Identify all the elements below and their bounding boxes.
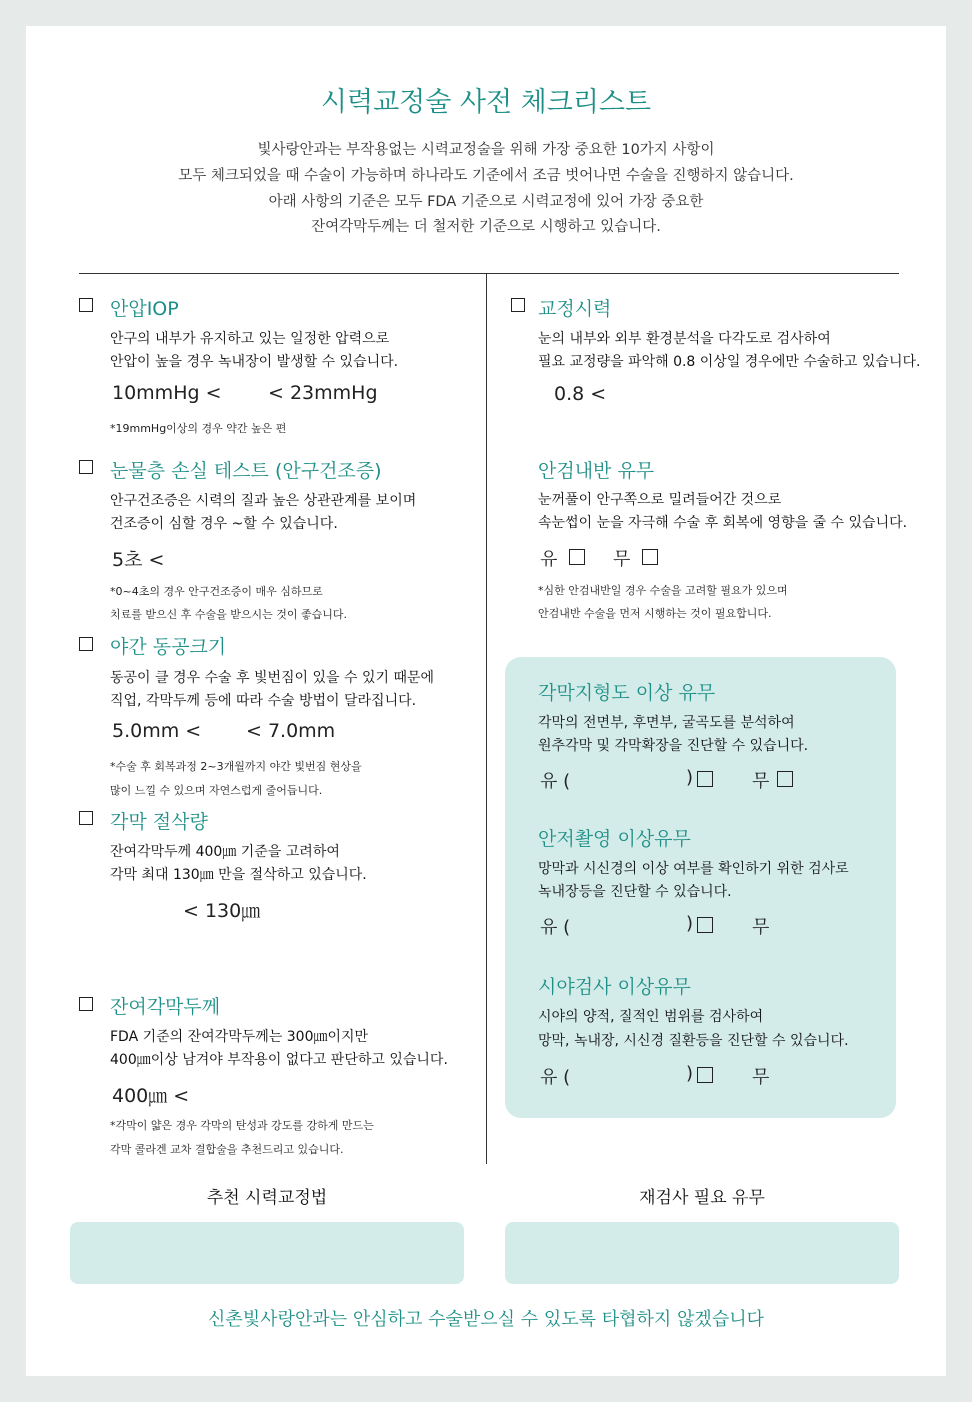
- tear-note: 치료를 받으신 후 수술을 받으시는 것이 좋습니다.: [110, 608, 347, 621]
- topography-no-checkbox[interactable]: [777, 771, 793, 787]
- pupil-desc: 동공이 클 경우 수술 후 빛번짐이 있을 수 있기 때문에: [110, 670, 435, 686]
- ablation-title: 각막 절삭량: [110, 811, 208, 833]
- correction-value: 0.8 <: [554, 383, 607, 405]
- fundus-no-label: 무: [752, 917, 770, 938]
- residual-value: 400㎛ <: [112, 1085, 190, 1107]
- pupil-max-value: < 7.0mm: [246, 720, 336, 742]
- topography-desc: 각막의 전면부, 후면부, 굴곡도를 분석하여: [538, 715, 795, 731]
- fundus-title: 안저촬영 이상유무: [538, 828, 691, 850]
- iop-max-value: < 23mmHg: [268, 382, 378, 404]
- recheck-input-box[interactable]: [505, 1222, 899, 1284]
- eyelid-no-label: 무: [613, 549, 631, 570]
- topography-yes-checkbox[interactable]: [697, 771, 713, 787]
- intro-line: 잔여각막두께는 더 철저한 기준으로 시행하고 있습니다.: [311, 219, 661, 235]
- intro-line: 모두 체크되었을 때 수술이 가능하며 하나라도 기준에서 조금 벗어나면 수술을 진행하지 않습니다.: [178, 168, 794, 184]
- eyelid-yes-label: 유: [540, 549, 558, 570]
- visual-field-yes-label: 유 (: [540, 1067, 571, 1088]
- intro-line: 아래 사항의 기준은 모두 FDA 기준으로 시력교정에 있어 가장 중요한: [268, 194, 704, 210]
- fundus-yes-label: 유 (: [540, 917, 571, 938]
- fundus-desc: 망막과 시신경의 이상 여부를 확인하기 위한 검사로: [538, 861, 849, 877]
- topography-yes-label: 유 (: [540, 771, 571, 792]
- tear-title: 눈물층 손실 테스트 (안구건조증): [110, 460, 382, 482]
- iop-note: *19mmHg이상의 경우 약간 높은 편: [110, 422, 287, 435]
- correction-desc: 필요 교정량을 파악해 0.8 이상일 경우에만 수술하고 있습니다.: [538, 354, 921, 370]
- topography-close-paren: ): [686, 767, 694, 788]
- ablation-desc: 각막 최대 130㎛ 만을 절삭하고 있습니다.: [110, 867, 367, 883]
- correction-checkbox[interactable]: [511, 298, 525, 312]
- residual-note: 각막 콜라겐 교차 결합술을 추천드리고 있습니다.: [110, 1143, 344, 1156]
- visual-field-close-paren: ): [686, 1063, 694, 1084]
- topography-no-label: 무: [752, 771, 770, 792]
- iop-checkbox[interactable]: [79, 298, 93, 312]
- visual-field-title: 시야검사 이상유무: [538, 976, 691, 998]
- eyelid-note: *심한 안검내반일 경우 수술을 고려할 필요가 있으며: [538, 584, 788, 597]
- eyelid-desc: 눈꺼풀이 안구쪽으로 밀려들어간 것으로: [538, 492, 782, 508]
- eyelid-desc: 속눈썹이 눈을 자극해 수술 후 회복에 영향을 줄 수 있습니다.: [538, 515, 908, 531]
- residual-checkbox[interactable]: [79, 997, 93, 1011]
- eyelid-yes-checkbox[interactable]: [569, 549, 585, 565]
- recommend-label: 추천 시력교정법: [206, 1188, 328, 1208]
- correction-title: 교정시력: [538, 298, 612, 320]
- tear-desc: 건조증이 심할 경우 ~할 수 있습니다.: [110, 516, 338, 532]
- pupil-note: 많이 느낄 수 있으며 자연스럽게 줄어듭니다.: [110, 784, 323, 797]
- iop-title: 안압IOP: [110, 298, 179, 320]
- page-title: 시력교정술 사전 체크리스트: [320, 87, 652, 118]
- visual-field-no-label: 무: [752, 1067, 770, 1088]
- recommend-input-box[interactable]: [70, 1222, 464, 1284]
- iop-desc: 안구의 내부가 유지하고 있는 일정한 압력으로: [110, 331, 390, 347]
- eyelid-title: 안검내반 유무: [538, 460, 655, 482]
- recheck-label: 재검사 필요 유무: [639, 1188, 765, 1208]
- ablation-checkbox[interactable]: [79, 811, 93, 825]
- pupil-desc: 직업, 각막두께 등에 따라 수술 방법이 달라집니다.: [110, 693, 417, 709]
- eyelid-no-checkbox[interactable]: [642, 549, 658, 565]
- eyelid-note: 안검내반 수술을 먼저 시행하는 것이 필요합니다.: [538, 607, 772, 620]
- column-divider: [486, 274, 487, 1164]
- pupil-title: 야간 동공크기: [110, 636, 227, 658]
- tear-checkbox[interactable]: [79, 460, 93, 474]
- visual-field-desc: 망막, 녹내장, 시신경 질환등을 진단할 수 있습니다.: [538, 1033, 849, 1049]
- residual-title: 잔여각막두께: [110, 996, 221, 1018]
- fundus-close-paren: ): [686, 913, 694, 934]
- visual-field-desc: 시야의 양적, 질적인 범위를 검사하여: [538, 1009, 764, 1025]
- fundus-desc: 녹내장등을 진단할 수 있습니다.: [538, 884, 732, 900]
- residual-desc: 400㎛이상 남겨야 부작용이 없다고 판단하고 있습니다.: [110, 1052, 448, 1068]
- ablation-value: < 130㎛: [183, 900, 261, 922]
- iop-desc: 안압이 높을 경우 녹내장이 발생할 수 있습니다.: [110, 354, 399, 370]
- topography-title: 각막지형도 이상 유무: [538, 682, 716, 704]
- tear-note: *0~4초의 경우 안구건조증이 매우 심하므로: [110, 585, 323, 598]
- tear-desc: 안구건조증은 시력의 질과 높은 상관관계를 보이며: [110, 493, 417, 509]
- pupil-checkbox[interactable]: [79, 637, 93, 651]
- pupil-note: *수술 후 회복과정 2~3개월까지 야간 빛번짐 현상을: [110, 760, 362, 773]
- ablation-desc: 잔여각막두께 400㎛ 기준을 고려하여: [110, 844, 340, 860]
- pupil-min-value: 5.0mm <: [112, 720, 202, 742]
- intro-line: 빛사랑안과는 부작용없는 시력교정술을 위해 가장 중요한 10가지 사항이: [257, 142, 715, 158]
- residual-desc: FDA 기준의 잔여각막두께는 300㎛이지만: [110, 1029, 369, 1045]
- visual-field-yes-checkbox[interactable]: [697, 1067, 713, 1083]
- fundus-yes-checkbox[interactable]: [697, 917, 713, 933]
- residual-note: *각막이 얇은 경우 각막의 탄성과 강도를 강하게 만드는: [110, 1119, 374, 1132]
- iop-min-value: 10mmHg <: [112, 382, 222, 404]
- topography-desc: 원추각막 및 각막확장을 진단할 수 있습니다.: [538, 738, 809, 754]
- section-divider: [79, 273, 899, 274]
- footer-message: 신촌빛사랑안과는 안심하고 수술받으실 수 있도록 타협하지 않겠습니다: [208, 1309, 764, 1330]
- tear-value: 5초 <: [112, 549, 165, 571]
- correction-desc: 눈의 내부와 외부 환경분석을 다각도로 검사하여: [538, 331, 831, 347]
